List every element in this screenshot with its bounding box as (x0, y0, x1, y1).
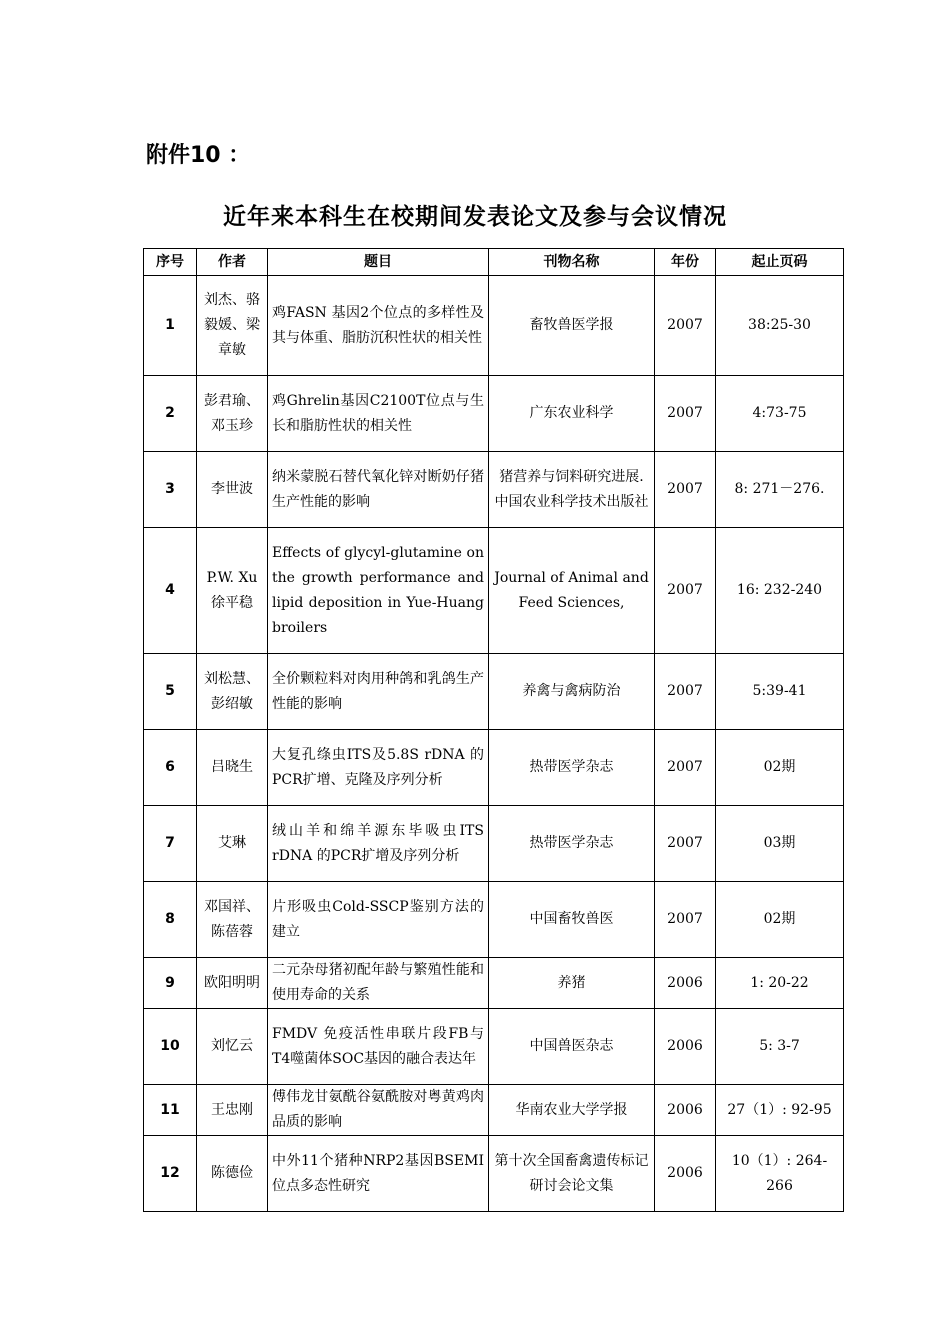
row-year: 2007 (655, 452, 716, 528)
row-year: 2006 (655, 1085, 716, 1136)
row-number: 7 (144, 806, 197, 882)
table-row (144, 1009, 844, 1085)
row-number: 8 (144, 882, 197, 958)
row-number: 9 (144, 958, 197, 1009)
row-number: 4 (144, 528, 197, 654)
row-pages: 10（1）: 264-266 (716, 1136, 844, 1212)
attachment-label: 附件10 ： (146, 143, 251, 168)
table-row (144, 882, 844, 958)
row-journal: 养禽与禽病防治 (489, 654, 655, 730)
row-journal: 热带医学杂志 (489, 730, 655, 806)
header-author: 作者 (197, 249, 268, 276)
row-number: 12 (144, 1136, 197, 1212)
row-author: 陈德俭 (197, 1136, 268, 1212)
row-journal: Journal of Animal and Feed Sciences, (489, 528, 655, 654)
row-year: 2006 (655, 1009, 716, 1085)
row-pages: 27（1）: 92-95 (716, 1085, 844, 1136)
row-title: 全价颗粒料对肉用种鸽和乳鸽生产性能的影响 (268, 654, 489, 730)
row-year: 2007 (655, 276, 716, 376)
row-title: 纳米蒙脱石替代氧化锌对断奶仔猪生产性能的影响 (268, 452, 489, 528)
header-number: 序号 (144, 249, 197, 276)
row-author: 艾琳 (197, 806, 268, 882)
publications-table (143, 248, 844, 1212)
header-title: 题目 (268, 249, 489, 276)
table-row (144, 1085, 844, 1136)
row-author: 刘杰、骆毅媛、梁章敏 (197, 276, 268, 376)
row-journal: 畜牧兽医学报 (489, 276, 655, 376)
header-pages: 起止页码 (716, 249, 844, 276)
row-number: 1 (144, 276, 197, 376)
row-author: 彭君瑜、邓玉珍 (197, 376, 268, 452)
table-row (144, 958, 844, 1009)
row-author: 邓国祥、陈蓓蓉 (197, 882, 268, 958)
row-title: FMDV 免疫活性串联片段FB与T4噬菌体SOC基因的融合表达年 (268, 1009, 489, 1085)
row-year: 2006 (655, 958, 716, 1009)
row-pages: 4:73-75 (716, 376, 844, 452)
table-header-row (144, 249, 844, 276)
table-row (144, 730, 844, 806)
table-row (144, 376, 844, 452)
row-journal: 热带医学杂志 (489, 806, 655, 882)
row-author: 欧阳明明 (197, 958, 268, 1009)
row-title: Effects of glycyl-glutamine on the growth performance and lipid deposition in Yue-Huang broilers (268, 528, 489, 654)
header-year: 年份 (655, 249, 716, 276)
row-journal: 华南农业大学学报 (489, 1085, 655, 1136)
row-number: 10 (144, 1009, 197, 1085)
row-title: 鸡Ghrelin基因C2100T位点与生长和脂肪性状的相关性 (268, 376, 489, 452)
row-year: 2007 (655, 882, 716, 958)
row-year: 2007 (655, 730, 716, 806)
row-title: 片形吸虫Cold-SSCP鉴别方法的建立 (268, 882, 489, 958)
row-journal: 广东农业科学 (489, 376, 655, 452)
row-pages: 8: 271－276. (716, 452, 844, 528)
row-author: 李世波 (197, 452, 268, 528)
row-year: 2007 (655, 806, 716, 882)
row-number: 11 (144, 1085, 197, 1136)
row-year: 2007 (655, 376, 716, 452)
row-author: 王忠刚 (197, 1085, 268, 1136)
row-author: 吕晓生 (197, 730, 268, 806)
row-author: 刘松慧、彭绍敏 (197, 654, 268, 730)
row-author: 刘忆云 (197, 1009, 268, 1085)
table-row (144, 1136, 844, 1212)
row-pages: 38:25-30 (716, 276, 844, 376)
row-pages: 5: 3-7 (716, 1009, 844, 1085)
row-title: 大复孔绦虫ITS及5.8S rDNA 的PCR扩增、克隆及序列分析 (268, 730, 489, 806)
row-journal: 中国畜牧兽医 (489, 882, 655, 958)
row-pages: 16: 232-240 (716, 528, 844, 654)
page-title: 近年来本科生在校期间发表论文及参与会议情况 (223, 204, 727, 230)
row-pages: 02期 (716, 882, 844, 958)
row-journal: 猪营养与饲料研究进展.中国农业科学技术出版社 (489, 452, 655, 528)
row-pages: 03期 (716, 806, 844, 882)
row-journal: 中国兽医杂志 (489, 1009, 655, 1085)
row-title: 二元杂母猪初配年龄与繁殖性能和使用寿命的关系 (268, 958, 489, 1009)
row-pages: 5:39-41 (716, 654, 844, 730)
row-year: 2007 (655, 528, 716, 654)
table-row (144, 452, 844, 528)
row-journal: 第十次全国畜禽遗传标记研讨会论文集 (489, 1136, 655, 1212)
table-row (144, 276, 844, 376)
row-author: P.W. Xu徐平稳 (197, 528, 268, 654)
row-title: 绒山羊和绵羊源东毕吸虫ITS rDNA 的PCR扩增及序列分析 (268, 806, 489, 882)
table-row (144, 528, 844, 654)
table-row (144, 654, 844, 730)
row-year: 2007 (655, 654, 716, 730)
row-year: 2006 (655, 1136, 716, 1212)
row-number: 3 (144, 452, 197, 528)
row-pages: 1: 20-22 (716, 958, 844, 1009)
row-title: 鸡FASN 基因2个位点的多样性及其与体重、脂肪沉积性状的相关性 (268, 276, 489, 376)
row-title: 傅伟龙甘氨酰谷氨酰胺对粤黄鸡肉品质的影响 (268, 1085, 489, 1136)
row-pages: 02期 (716, 730, 844, 806)
row-number: 6 (144, 730, 197, 806)
table-row (144, 806, 844, 882)
row-number: 2 (144, 376, 197, 452)
header-journal: 刊物名称 (489, 249, 655, 276)
row-title: 中外11个猪种NRP2基因BSEMI位点多态性研究 (268, 1136, 489, 1212)
row-journal: 养猪 (489, 958, 655, 1009)
row-number: 5 (144, 654, 197, 730)
